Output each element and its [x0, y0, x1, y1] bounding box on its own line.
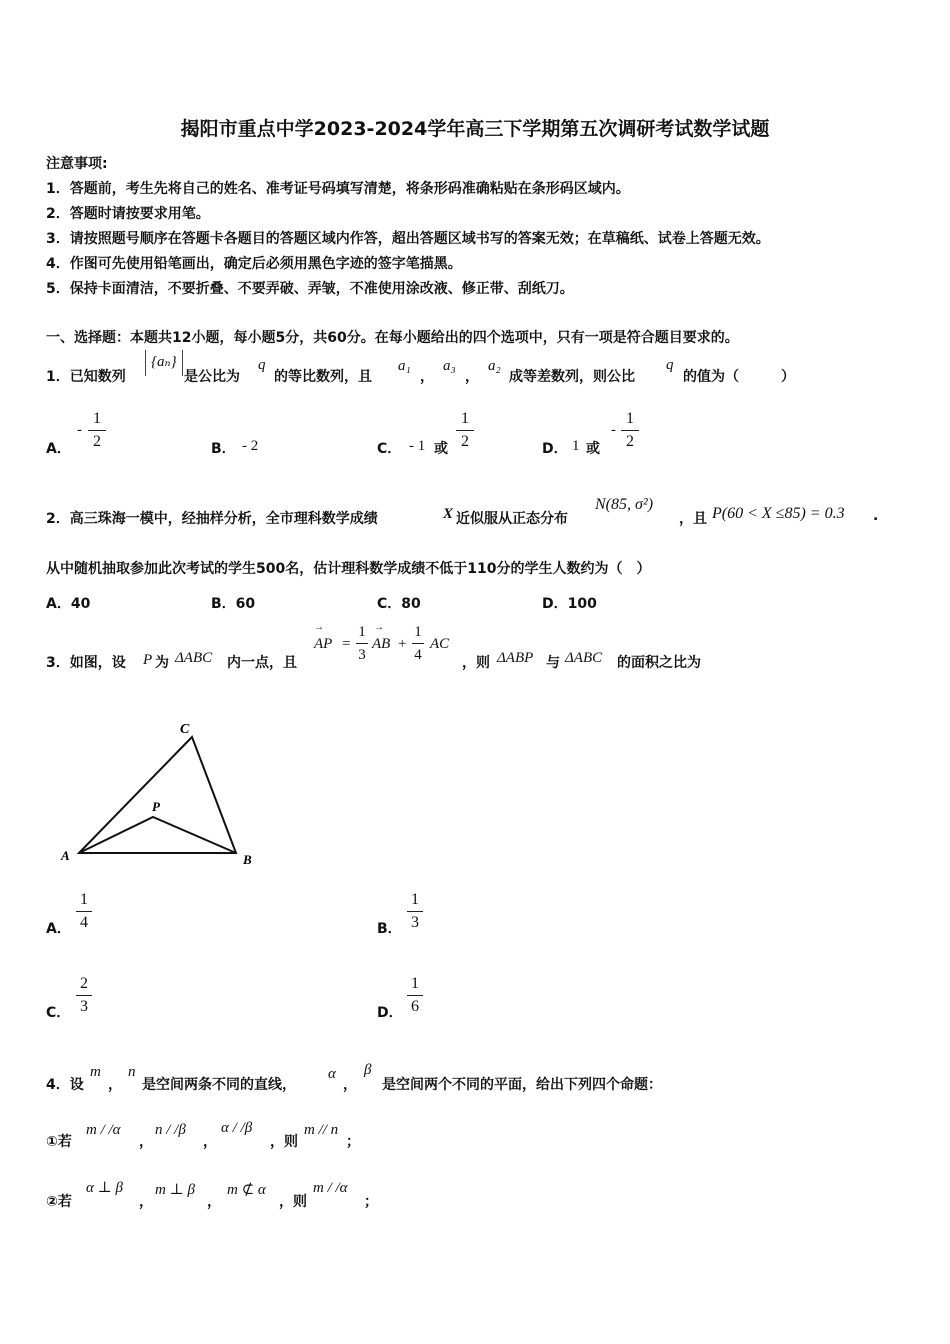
q4-beta: β [364, 1062, 372, 1078]
fraction-numerator: 1 [80, 891, 88, 908]
q4-s1-result: m // n [304, 1122, 339, 1138]
q4-statement-2-label: ②若 [46, 1194, 72, 1210]
fraction-one-fourth [412, 622, 424, 665]
triangle-figure [55, 715, 270, 875]
fraction-one-third [356, 622, 368, 665]
q2-option-d: D．100 [542, 596, 597, 612]
q4-s2-cond2: m ⊥ β [155, 1182, 195, 1198]
q1-option-a-label: A． [46, 441, 71, 457]
q2-option-c: C．80 [377, 596, 421, 612]
q4-s2-then: ，则 [279, 1194, 307, 1210]
fraction-numerator: 1 [461, 410, 469, 427]
q1-option-c-label: C． [377, 441, 402, 457]
q2-probability: P(60 < X ≤85) = 0.3 [712, 505, 845, 522]
section-heading: 一、选择题：本题共12小题，每小题5分，共60分。在每小题给出的四个选项中，只有一项是符合题目要求的。 [46, 330, 739, 346]
fraction-numerator: 2 [80, 975, 88, 992]
q4-s1-cond3: α / /β [221, 1120, 253, 1136]
q2-text: ，且 [679, 511, 707, 527]
q1-option-a-sign: - [77, 422, 82, 438]
vector-arrow-icon: → [314, 622, 324, 633]
fraction-denominator: 3 [411, 914, 419, 931]
q3-triangle-abp: ΔABP [497, 650, 534, 666]
fraction-denominator: 2 [461, 433, 469, 450]
fraction-denominator: 4 [80, 914, 88, 931]
q3-triangle-abc: ΔABC [175, 650, 213, 666]
q3-option-b-fraction [407, 890, 423, 933]
vertex-c-label: C [180, 722, 190, 737]
q4-sep: ， [343, 1077, 357, 1093]
fraction-denominator: 2 [626, 433, 634, 450]
q2-x: X [443, 506, 454, 522]
q4-n: n [128, 1064, 136, 1080]
q1-option-b-value: - 2 [242, 438, 259, 454]
q3-text: 内一点，且 [227, 655, 297, 671]
notice-item: 3．请按照题号顺序在答题卡各题目的答题区域内作答，超出答题区域书写的答案无效；在草稿纸、试卷上答题无效。 [46, 231, 770, 247]
fraction-numerator: 1 [626, 410, 634, 427]
q4-statement-1-label: ①若 [46, 1134, 72, 1150]
q4-sep: ， [139, 1194, 153, 1210]
q4-s1-cond1: m / /α [86, 1122, 121, 1138]
q1-comma: ， [465, 369, 479, 385]
q1-option-d-label: D． [542, 441, 568, 457]
q4-text: 4．设 [46, 1077, 84, 1093]
triangle-abp-sides [79, 817, 236, 853]
q1-q: q [258, 357, 266, 373]
q1-text: 的等比数列，且 [274, 369, 372, 385]
q3-vector-equation [310, 620, 470, 670]
q2-dot: . [873, 508, 879, 524]
q2-distribution: N(85, σ²) [595, 496, 654, 513]
q4-s1-cond2: n / /β [155, 1122, 186, 1138]
q1-a3: a₃ [443, 358, 456, 374]
q3-text: 3．如图，设 [46, 655, 126, 671]
q1-text: 成等差数列，则公比 [509, 369, 635, 385]
fraction-denominator: 2 [93, 433, 101, 450]
q2-text: 近似服从正态分布 [456, 511, 568, 527]
q1-text: 是公比为 [184, 369, 240, 385]
q4-sep: ， [108, 1077, 122, 1093]
fraction-denominator: 6 [411, 998, 419, 1015]
vertex-a-label: A [61, 848, 70, 863]
q3-text: 与 [546, 655, 560, 671]
q3-option-c-fraction [76, 974, 92, 1017]
q2-text: 2．高三珠海一模中，经抽样分析，全市理科数学成绩 [46, 511, 378, 527]
q4-s1-end: ； [346, 1134, 360, 1150]
q4-s2-end: ； [364, 1194, 378, 1210]
vector-ap: AP [314, 636, 333, 652]
q3-text: 为 [155, 655, 169, 671]
q3-option-c-label: C． [46, 1005, 71, 1021]
q1-option-c-value: - 1 [409, 438, 426, 454]
fraction-numerator: 1 [358, 624, 366, 640]
q3-option-b-label: B． [377, 921, 402, 937]
fraction-numerator: 1 [93, 410, 101, 427]
vector-arrow-icon: → [374, 622, 384, 633]
notice-item: 4．作图可先使用铅笔画出，确定后必须用黑色字迹的签字笔描黑。 [46, 256, 462, 272]
q4-s2-result: m / /α [313, 1180, 348, 1196]
q1-option-c-fraction [456, 409, 474, 452]
notice-item: 5．保持卡面清洁，不要折叠、不要弄破、弄皱，不准使用涂改液、修正带、刮纸刀。 [46, 281, 574, 297]
q1-option-a-fraction [88, 409, 106, 452]
q1-seq: {aₙ} [145, 350, 183, 376]
vector-ab: AB [372, 636, 391, 652]
notice-item: 2．答题时请按要求用笔。 [46, 206, 210, 222]
notice-heading: 注意事项: [46, 156, 108, 172]
q1-text: 1．已知数列 [46, 369, 126, 385]
page-title: 揭阳市重点中学2023-2024学年高三下学期第五次调研考试数学试题 [180, 118, 770, 140]
q3-option-a-label: A． [46, 921, 71, 937]
q1-option-d-value: 1 [572, 438, 580, 454]
vertex-b-label: B [243, 852, 252, 867]
q2-option-a: A．40 [46, 596, 91, 612]
q3-triangle-abc: ΔABC [565, 650, 603, 666]
q4-sep: ， [207, 1194, 221, 1210]
q1-option-c-or: 或 [434, 441, 448, 457]
triangle-abc-shape [79, 737, 236, 853]
q4-sep: ， [139, 1134, 153, 1150]
fraction-numerator: 1 [411, 975, 419, 992]
fraction-denominator: 4 [414, 647, 422, 663]
q4-s2-cond1: α ⊥ β [86, 1180, 123, 1196]
fraction-numerator: 1 [414, 624, 422, 640]
q3-p: P [143, 652, 153, 668]
vertex-p-label: P [152, 799, 160, 814]
q3-option-d-fraction [407, 974, 423, 1017]
q1-comma: ， [420, 369, 434, 385]
q1-q: q [666, 357, 674, 373]
fraction-denominator: 3 [358, 647, 366, 663]
fraction-numerator: 1 [411, 891, 419, 908]
q4-alpha: α [328, 1066, 336, 1082]
q1-a1: a₁ [398, 358, 411, 374]
q1-option-d-sign: - [611, 422, 616, 438]
q1-a2: a₂ [488, 358, 501, 374]
q4-m: m [90, 1064, 101, 1080]
q1-option-d-fraction [621, 409, 639, 452]
q2-option-b: B．60 [211, 596, 256, 612]
plus-sign: + [398, 636, 407, 652]
q4-s2-cond3: m ⊄ α [227, 1182, 266, 1198]
q4-s1-then: ，则 [270, 1134, 298, 1150]
q1-text: 的值为（ ） [683, 369, 795, 385]
q2-text: 从中随机抽取参加此次考试的学生500名，估计理科数学成绩不低于110分的学生人数约为（ ） [46, 561, 651, 577]
q4-text: 是空间两条不同的直线， [142, 1077, 296, 1093]
q3-text: ，则 [462, 655, 490, 671]
q3-text: 的面积之比为 [617, 655, 701, 671]
q1-option-b-label: B． [211, 441, 236, 457]
q4-sep: ， [203, 1134, 217, 1150]
equals-sign: = [342, 636, 351, 652]
vector-ac: AC [430, 636, 450, 652]
q3-option-a-fraction [76, 890, 92, 933]
q4-text: 是空间两个不同的平面，给出下列四个命题： [382, 1077, 662, 1093]
q1-option-d-or: 或 [586, 441, 600, 457]
q3-option-d-label: D． [377, 1005, 403, 1021]
notice-item: 1．答题前，考生先将自己的姓名、准考证号码填写清楚，将条形码准确粘贴在条形码区域内。 [46, 181, 630, 197]
fraction-denominator: 3 [80, 998, 88, 1015]
